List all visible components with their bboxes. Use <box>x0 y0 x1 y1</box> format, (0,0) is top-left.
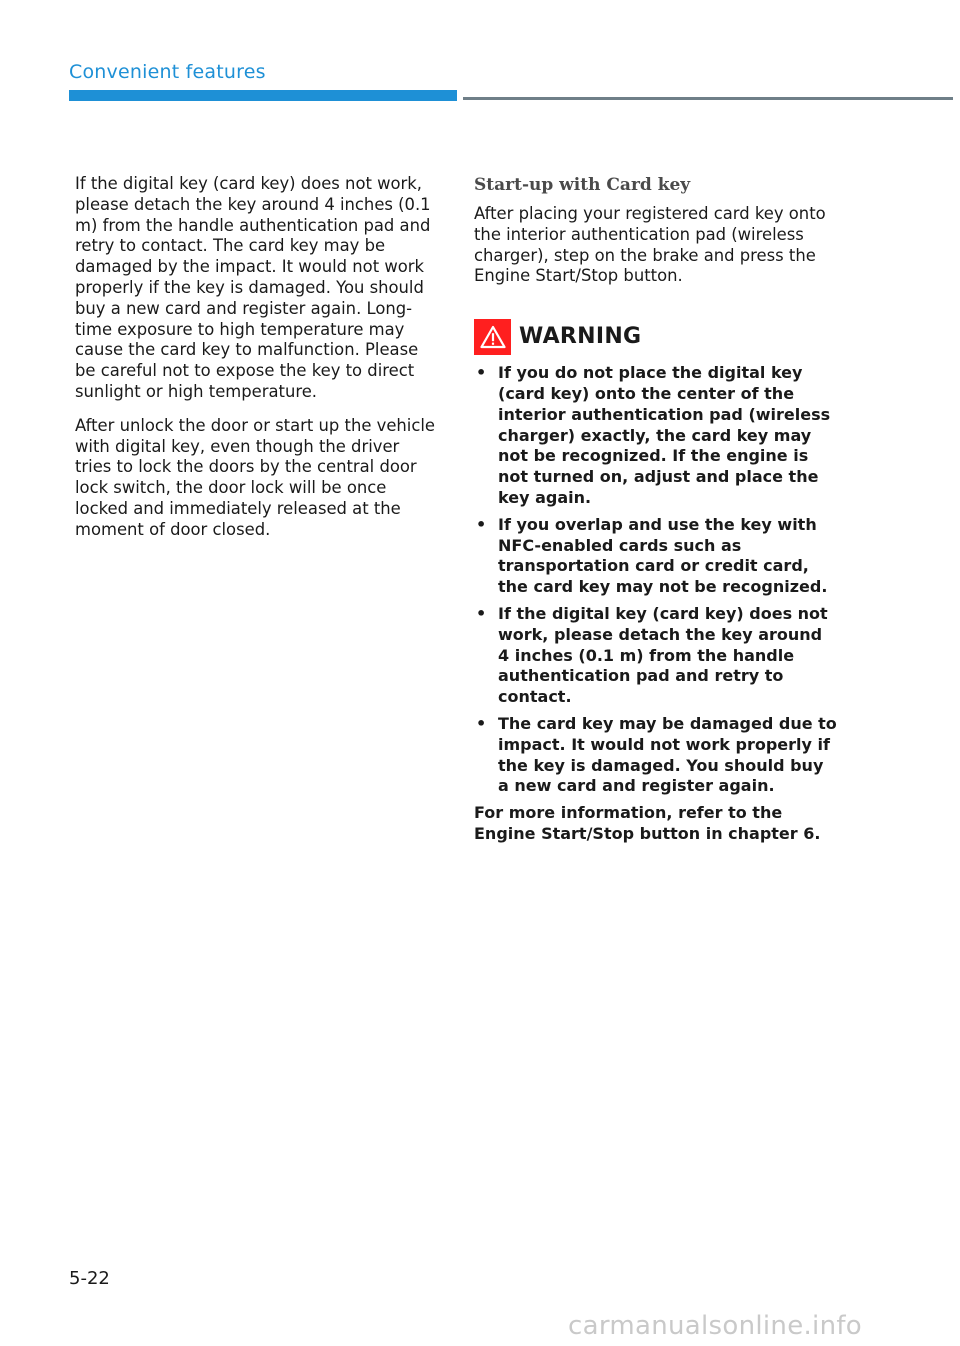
section-title: Convenient features <box>69 61 266 83</box>
warning-list <box>474 363 838 797</box>
list-item: • If you overlap and use the key with NFC-enabled cards such as transportation card or credit card, the card key may not be recognized. <box>476 514 828 597</box>
list-item: • The card key may be damaged due to impact. It would not work properly if the key is damaged. You should buy a new card and register again. <box>476 713 837 796</box>
watermark: carmanualsonline.info <box>568 1311 863 1341</box>
intro-paragraph: After placing your registered card key onto the interior authentication pad (wireless charger), step on the brake and press the Engine Start/Stop button. <box>474 204 826 286</box>
body-paragraph: After unlock the door or start up the vehicle with digital key, even though the driver tries to lock the doors by the central door lock switch, the door lock will be once locked and immediately released at the moment of door closed. <box>75 415 436 539</box>
page-number: 5-22 <box>69 1268 110 1289</box>
list-item: • If you do not place the digital key (card key) onto the center of the interior authentication pad (wireless charger) exactly, the card key may not be recognized. If the engine is not turned on, adjust and place the key again. <box>476 363 831 507</box>
subheading: Start-up with Card key <box>474 175 691 195</box>
warning-title: WARNING <box>519 323 642 349</box>
warning-triangle-icon <box>474 319 511 355</box>
header-accent-rule <box>69 90 457 101</box>
right-column <box>474 174 838 845</box>
left-column <box>75 174 440 554</box>
list-item: • If the digital key (card key) does not work, please detach the key around 4 inches (0.1 m) from the handle authentication pad and retry to contact. <box>476 603 828 707</box>
body-paragraph: If the digital key (card key) does not work, please detach the key around 4 inches (0.1 m) from the handle authentication pad and retry to contact. The card key may be damaged by the impact. It would not work properly if the key is damaged. You should buy a new card and register again. Long-time exposure to high temperature may cause the card key to malfunction. Please be careful not to expose the key to direct sunlight or high temperature. <box>75 174 431 401</box>
header-divider-rule <box>463 97 953 100</box>
warning-header <box>474 319 838 355</box>
warning-note: For more information, refer to the Engine Start/Stop button in chapter 6. <box>474 803 821 843</box>
